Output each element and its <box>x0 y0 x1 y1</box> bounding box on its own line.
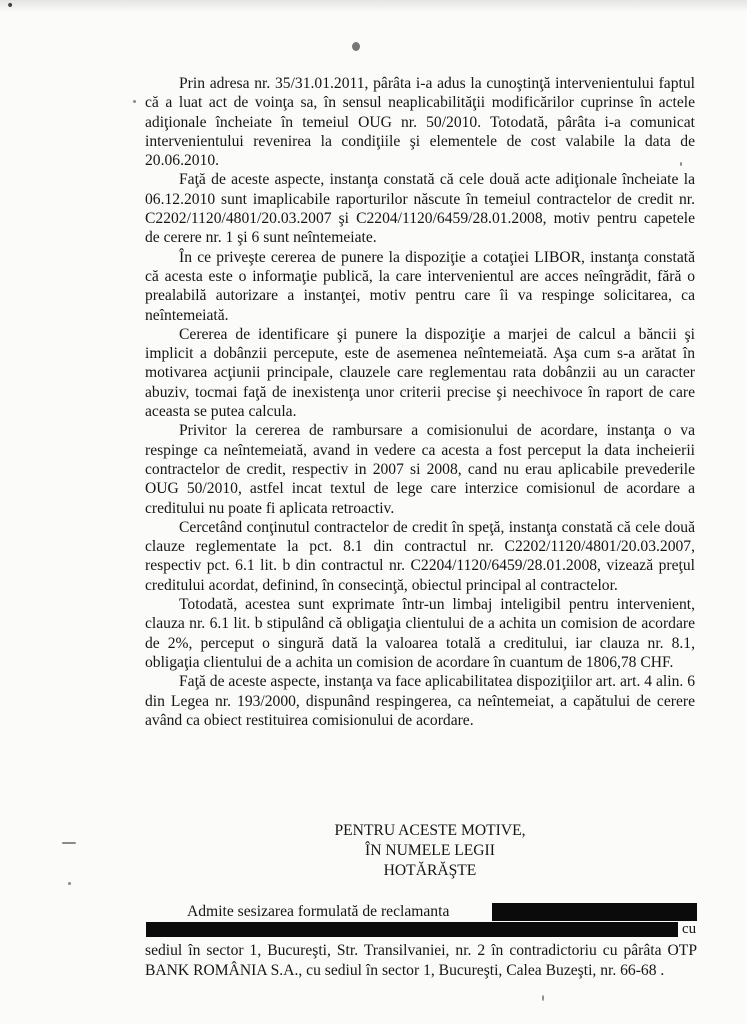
ink-speck <box>352 42 360 51</box>
redaction-bar <box>492 903 697 921</box>
paragraph-4: Cererea de identificare şi punere la dispoziţie a marjei de calcul a băncii şi implicit a dobânzii percepute, este de asemenea neîntemeiată. Aşa cum s-a arătat în motivarea acţiunii principale, clauzele care reglementau rata dobânzii au un caracter abuziv, tocmai faţă de inexistenţa unor criterii precise şi neechivoce în raport de care aceasta se putea calcula. <box>145 325 695 421</box>
paragraph-8: Faţă de aceste aspecte, instanţa va face aplicabilitatea dispoziţiilor art. art. 4 alin. 6 din Legea nr. 193/2000, dispunând respingerea, ca neîntemeiat, a capătului de cerere având ca obiect restituirea comisionului de acordare. <box>145 673 695 729</box>
ink-speck <box>680 162 682 166</box>
corner-mark: • <box>6 0 15 14</box>
paragraph-5: Privitor la cererea de rambursare a comisionului de acordare, instanţa o va respinge ca neîntemeiată, avand in vedere ca acesta a fost perceput la data incheierii contractelor de credit, respectiv in 2007 si 2008, cand nu erau aplicabile prevederile OUG 50/2010, astfel incat textul de lege care interzice comisionul de acordare a creditului nu poate fi aplicata retroactiv. <box>145 422 695 517</box>
heading-decides: HOTĂRĂŞTE <box>383 862 477 879</box>
paragraph-6: Cercetând conţinutul contractelor de credit în speţă, instanţa constată că cele două clauze reglementate la pct. 8.1 din contractul nr. C2202/1120/4801/20.03.2007, respectiv pct. 6.1 lit. b din contractul nr. C2204/1120/6459/28.01.2008, vizează preţul creditului acordat, definind, în consecinţă, obiectul principal al contractelor. <box>145 518 695 594</box>
redaction-bar <box>146 922 678 937</box>
scan-edge <box>0 0 747 12</box>
ink-speck <box>68 882 71 885</box>
ink-speck <box>542 995 544 1001</box>
ruling-tail-word: cu <box>682 921 697 937</box>
heading-law: ÎN NUMELE LEGII <box>365 842 495 859</box>
paragraph-7: Totodată, acestea sunt exprimate într-un limbaj inteligibil pentru intervenient, clauza nr. 6.1 lit. b stipulând că obligaţia clientului de a achita un comision de acordare de 2%, perceput o singură dată la valoarea totală a creditului, iar clauza nr. 8.1, obligaţia clientului de a achita un comision de acordare în cuantum de 1806,78 CHF. <box>145 596 695 671</box>
ink-speck <box>62 842 76 844</box>
paragraph-3: În ce priveşte cererea de punere la dispoziţie a cotaţiei LIBOR, instanţa constată că acesta este o informaţie publică, la care intervenientul are acces neîngrădit, fără o prealabilă autorizare a instanţei, motiv pentru care îi va respinge solicitarea, ca neîntemeiată. <box>145 248 695 324</box>
paragraph-1: Prin adresa nr. 35/31.01.2011, pârâta i-a adus la cunoştinţă intervenientului faptul că a luat act de voinţa sa, în sensul neaplicabilităţii modificărilor cuprinse în actele adiţionale încheiate în temeiul OUG nr. 50/2010. Totodată, pârâta i-a comunicat intervenientului revenirea la condiţiile şi elementele de cost valabile la data de 20.06.2010. <box>145 75 695 170</box>
document-body <box>145 74 695 730</box>
ink-speck <box>133 100 136 103</box>
ruling-body: sediul în sector 1, Bucureşti, Str. Transilvaniei, nr. 2 în contradictoriu cu pârâta OTP BANK ROMÂNIA S.A., cu sediul în sector 1, Bucureşti, Calea Buzeşti, nr. 66-68 . <box>145 942 697 979</box>
ruling-first-line: Admite sesizarea formulată de reclamanta <box>187 903 450 920</box>
paragraph-2: Faţă de aceste aspecte, instanţa constată că cele două acte adiţionale încheiate la 06.12.2010 sunt imaplicabile raporturilor născute în temeiul contractelor de credit nr. C2202/1120/4801/20.03.2007 şi C2204/1120/6459/28.01.2008, motiv pentru capetele de cerere nr. 1 şi 6 sunt neîntemeiate. <box>145 171 695 247</box>
heading-motives: PENTRU ACESTE MOTIVE, <box>334 822 526 839</box>
